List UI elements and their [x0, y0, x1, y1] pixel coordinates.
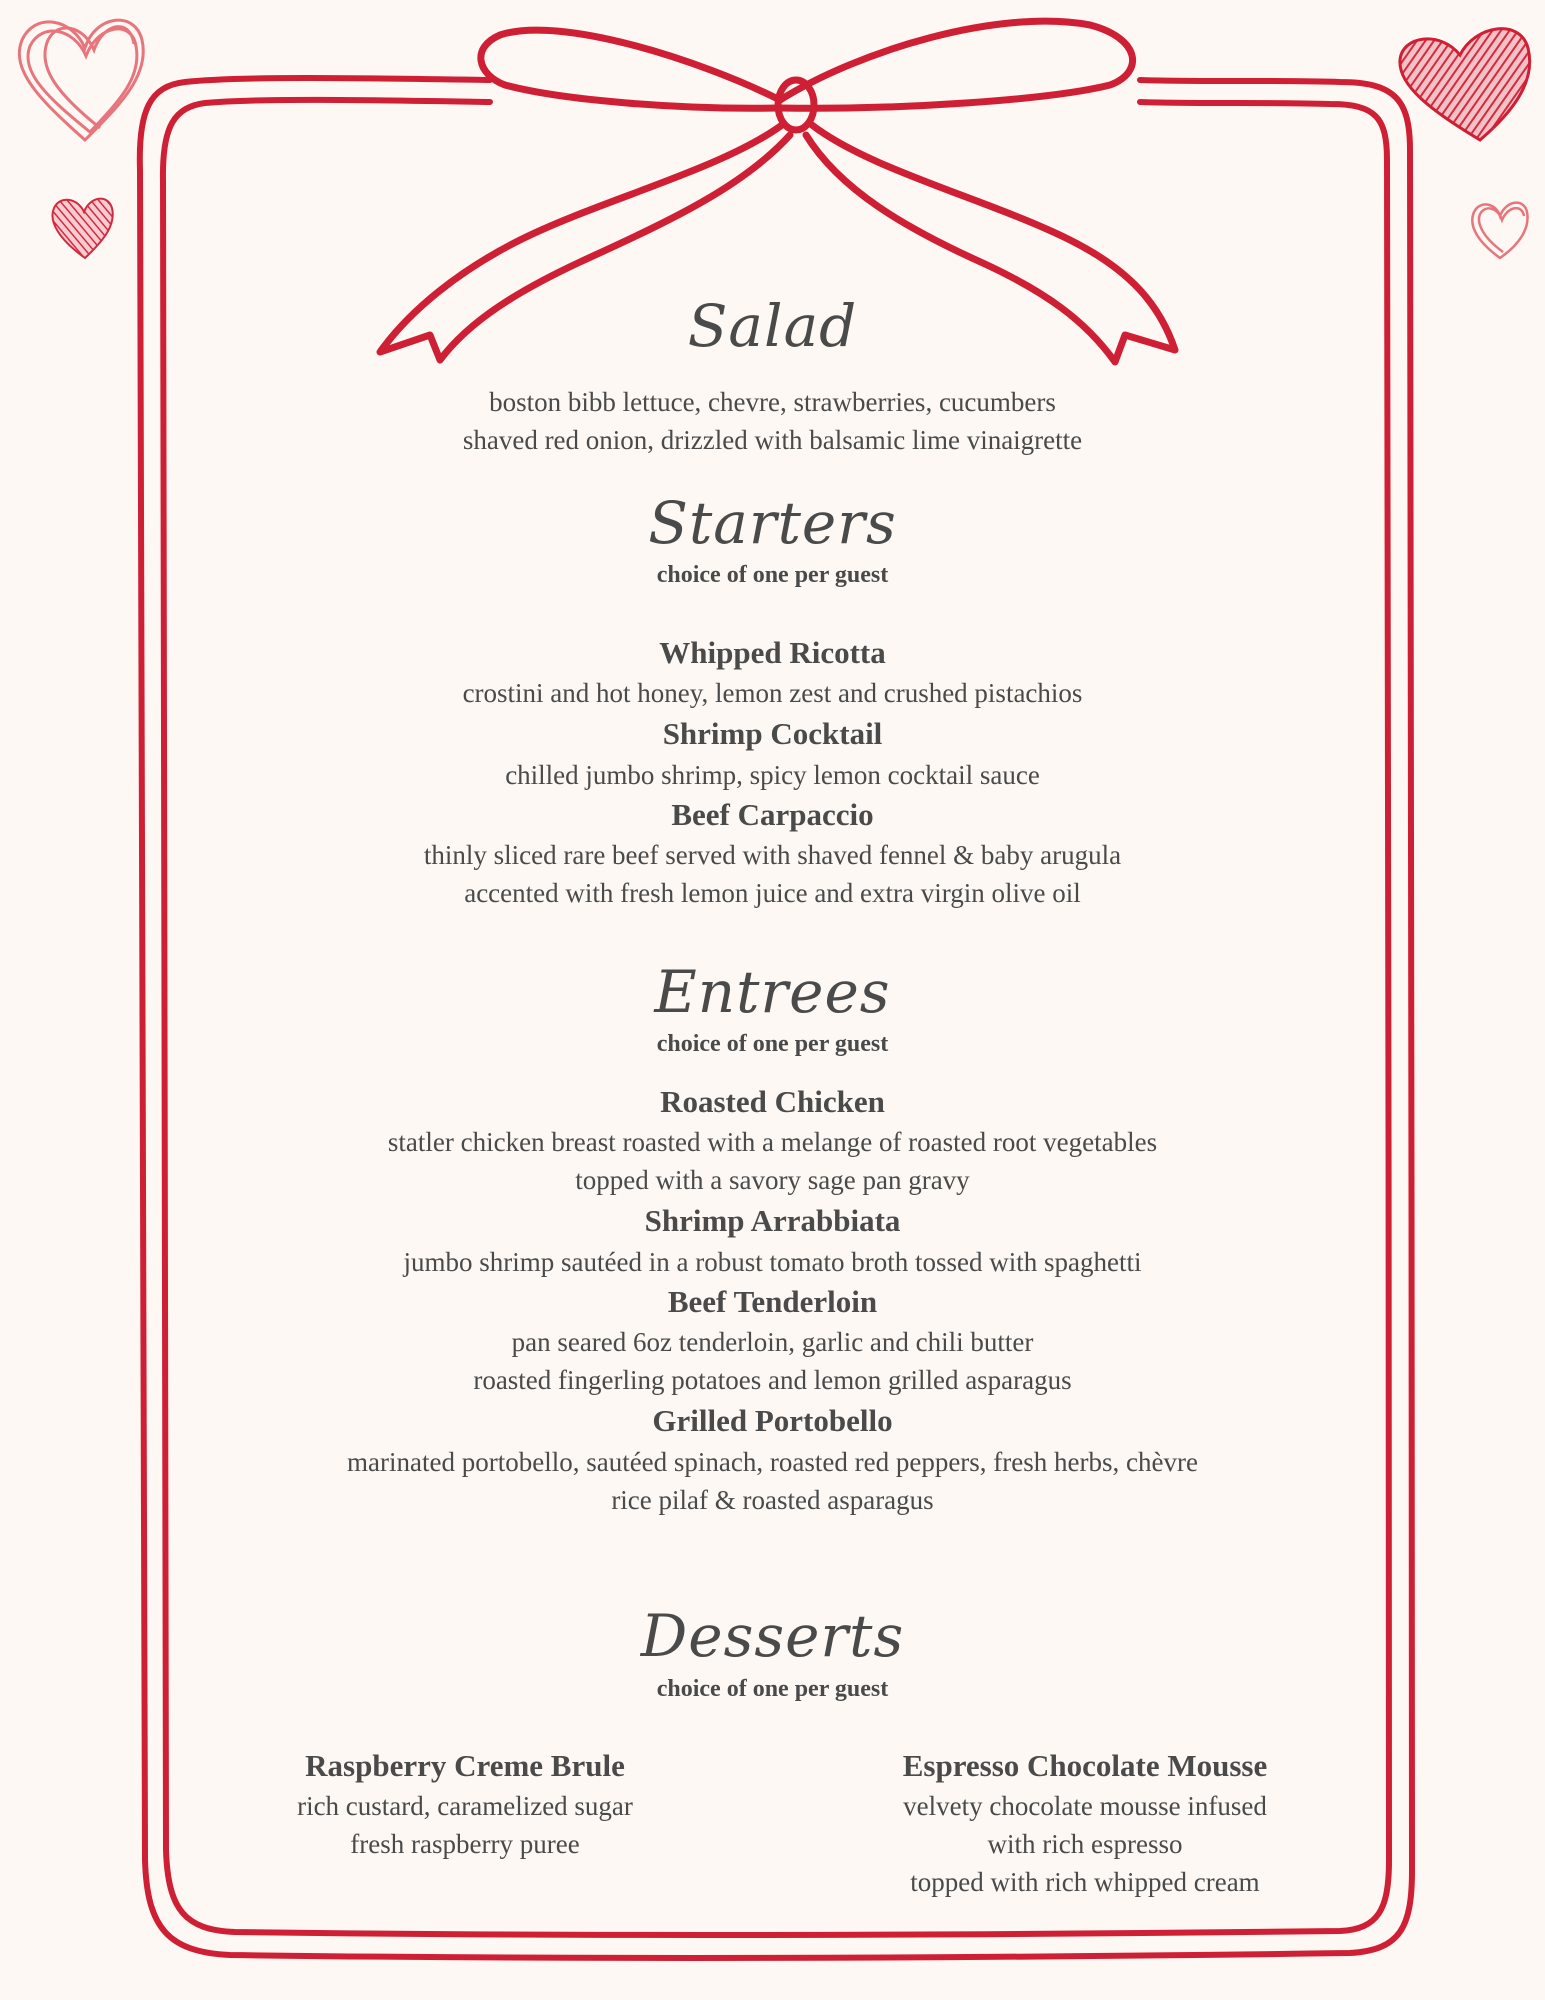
description-line: shaved red onion, drizzled with balsamic lime vinaigrette: [462, 425, 1083, 455]
menu-item-description: crostini and hot honey, lemon zest and crushed pistachios: [462, 678, 1083, 708]
menu-item-name: Espresso Chocolate Mousse: [902, 1748, 1268, 1783]
description-line: with rich espresso: [987, 1829, 1183, 1859]
description-line: statler chicken breast roasted with a melange of roasted root vegetables: [387, 1127, 1158, 1157]
description-line: boston bibb lettuce, chevre, strawberries, cucumbers: [489, 387, 1056, 417]
description-line: thinly sliced rare beef served with shaved fennel & baby arugula: [423, 840, 1122, 870]
description-line: pan seared 6oz tenderloin, garlic and chili butter: [511, 1327, 1034, 1357]
menu-item-description: [0, 1123, 1545, 1199]
menu-item-name: Roasted Chicken: [660, 1084, 885, 1119]
section-subheading: choice of one per guest: [656, 562, 889, 588]
menu-item-name: Raspberry Creme Brule: [305, 1748, 625, 1783]
menu-item-description: [815, 1787, 1355, 1901]
menu-item-name: Shrimp Cocktail: [662, 716, 883, 751]
heart-icon: [52, 199, 112, 258]
section-heading-desserts: Desserts: [640, 1602, 905, 1670]
menu-item-description: chilled jumbo shrimp, spicy lemon cocktail sauce: [505, 760, 1040, 790]
section-heading-salad: Salad: [687, 292, 858, 360]
description-line: topped with rich whipped cream: [910, 1867, 1260, 1897]
menu-item-name: Whipped Ricotta: [659, 635, 886, 670]
heart-icon: [19, 20, 143, 140]
dessert-item: [235, 1750, 695, 1863]
menu-item-description: [0, 836, 1545, 912]
section-heading-starters: Starters: [648, 489, 897, 557]
section-heading-entrees: Entrees: [654, 958, 891, 1026]
section-subheading: choice of one per guest: [656, 1676, 889, 1702]
menu-item-description: [0, 1443, 1545, 1519]
menu-item-name: Beef Tenderloin: [667, 1284, 878, 1319]
dessert-item: [815, 1750, 1355, 1901]
description-line: velvety chocolate mousse infused: [903, 1791, 1267, 1821]
salad-description: [0, 383, 1545, 459]
menu-item-name: Shrimp Arrabbiata: [644, 1203, 901, 1238]
description-line: accented with fresh lemon juice and extra virgin olive oil: [464, 878, 1081, 908]
description-line: rich custard, caramelized sugar: [297, 1791, 633, 1821]
description-line: topped with a savory sage pan gravy: [575, 1165, 970, 1195]
menu-item-description: [235, 1787, 695, 1863]
description-line: rice pilaf & roasted asparagus: [611, 1485, 934, 1515]
description-line: roasted fingerling potatoes and lemon grilled asparagus: [473, 1365, 1072, 1395]
menu-item-description: [0, 1323, 1545, 1399]
heart-icon: [1400, 29, 1530, 140]
menu-item-name: Grilled Portobello: [652, 1403, 893, 1438]
section-subheading: choice of one per guest: [656, 1031, 889, 1057]
description-line: marinated portobello, sautéed spinach, roasted red peppers, fresh herbs, chèvre: [347, 1447, 1198, 1477]
description-line: fresh raspberry puree: [350, 1829, 580, 1859]
menu-item-description: jumbo shrimp sautéed in a robust tomato broth tossed with spaghetti: [403, 1247, 1142, 1277]
menu-item-name: Beef Carpaccio: [671, 797, 874, 832]
heart-icon: [1472, 203, 1527, 258]
